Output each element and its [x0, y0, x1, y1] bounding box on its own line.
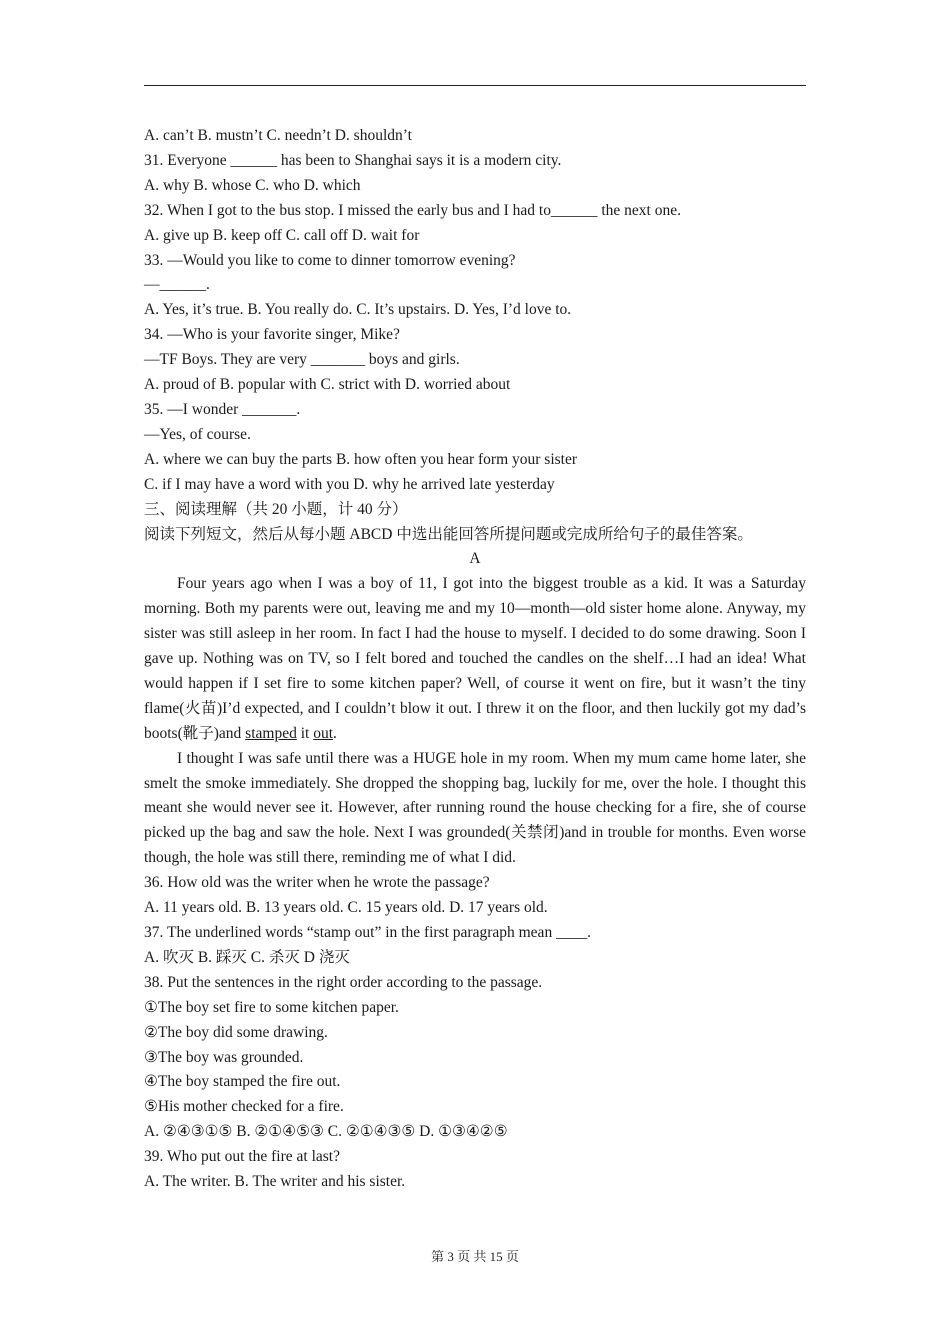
p1-main: Four years ago when I was a boy of 11, I got into the biggest trouble as a kid. It was a Saturday morning. Both my parents were out, leaving me and my 10—month—old sister home alone. Anyway, my sister was still asleep in her room. In fact I had the house to myself. I decided to do some drawing. Soon I gave up. Nothing was on TV, so I felt bored and touched the candles on the shelf…I had an idea! What would happen if I set fire to some kitchen paper? Well, of course it went on fire, but it wasn’t the tiny flame(火苗)I’d expected, and I couldn’t blow it out. I threw it on the floor, and then luckily got my dad’s boots(靴子)and: [144, 575, 806, 742]
q33-options: A. Yes, it’s true. B. You really do. C. It’s upstairs. D. Yes, I’d love to.: [144, 301, 572, 319]
underlined-word-out: out: [313, 724, 334, 742]
q37-options: A. 吹灭 B. 踩灭 C. 杀灭 D 浇灭: [144, 948, 350, 966]
q31-stem: 31. Everyone ______ has been to Shanghai says it is a modern city.: [144, 151, 562, 169]
underlined-word-stamped: stamped: [245, 724, 297, 742]
header-rule: [144, 85, 806, 86]
q38-sentence-1: ①The boy set fire to some kitchen paper.: [144, 998, 399, 1016]
passage-paragraph-2: I thought I was safe until there was a HUGE hole in my room. When my mum came home later, she smelt the smoke immediately. She dropped the shopping bag, luckily for me, over the hole. I thought this meant she would never see it. However, after running round the house checking for a fire, she of course picked up the bag and saw the hole. Next I was grounded(关禁闭)and in trouble for months. Even worse though, the hole was still there, reminding me of what I did.: [144, 749, 806, 867]
q34-reply: —TF Boys. They are very _______ boys and girls.: [144, 351, 460, 369]
q38-options: A. ②④③①⑤ B. ②①④⑤③ C. ②①④③⑤ D. ①③④②⑤: [144, 1123, 508, 1141]
section-title: 三、阅读理解（共 20 小题，计 40 分）: [144, 500, 408, 518]
q38-sentence-4: ④The boy stamped the fire out.: [144, 1073, 341, 1091]
p1-end: .: [333, 724, 337, 742]
q32-stem: 32. When I got to the bus stop. I missed the early bus and I had to______ the next one.: [144, 201, 681, 219]
q36-options: A. 11 years old. B. 13 years old. C. 15 years old. D. 17 years old.: [144, 899, 548, 917]
q36-stem: 36. How old was the writer when he wrote the passage?: [144, 874, 490, 892]
q33-stem: 33. —Would you like to come to dinner tomorrow evening?: [144, 251, 516, 269]
q38-stem: 38. Put the sentences in the right order according to the passage.: [144, 973, 543, 991]
q34-stem: 34. —Who is your favorite singer, Mike?: [144, 326, 400, 344]
q32-options: A. give up B. keep off C. call off D. wait for: [144, 226, 420, 244]
q39-options: A. The writer. B. The writer and his sister.: [144, 1173, 406, 1191]
q31-options: A. why B. whose C. who D. which: [144, 176, 361, 194]
page-footer: 第 3 页 共 15 页: [431, 1249, 519, 1264]
q38-sentence-5: ⑤His mother checked for a fire.: [144, 1098, 344, 1116]
q35-stem: 35. —I wonder _______.: [144, 400, 301, 418]
q38-sentence-3: ③The boy was grounded.: [144, 1048, 304, 1066]
q35-options-cd: C. if I may have a word with you D. why he arrived late yesterday: [144, 475, 555, 493]
q35-reply: —Yes, of course.: [144, 425, 251, 443]
q38-sentence-2: ②The boy did some drawing.: [144, 1023, 328, 1041]
passage-paragraph-1: [144, 572, 806, 746]
q37-stem: 37. The underlined words “stamp out” in the first paragraph mean ____.: [144, 924, 591, 941]
page-content: [144, 124, 806, 1195]
passage-label: A: [469, 550, 481, 568]
q34-options: A. proud of B. popular with C. strict with D. worried about: [144, 376, 511, 394]
q30-options: A. can’t B. mustn’t C. needn’t D. shouldn’t: [144, 127, 412, 144]
section-instruction: 阅读下列短文，然后从每小题 ABCD 中选出能回答所提问题或完成所给句子的最佳答案。: [144, 525, 753, 543]
q35-options-ab: A. where we can buy the parts B. how often you hear form your sister: [144, 450, 578, 468]
q33-reply: —______.: [144, 276, 210, 294]
p1-mid: it: [296, 724, 314, 742]
q39-stem: 39. Who put out the fire at last?: [144, 1148, 340, 1166]
